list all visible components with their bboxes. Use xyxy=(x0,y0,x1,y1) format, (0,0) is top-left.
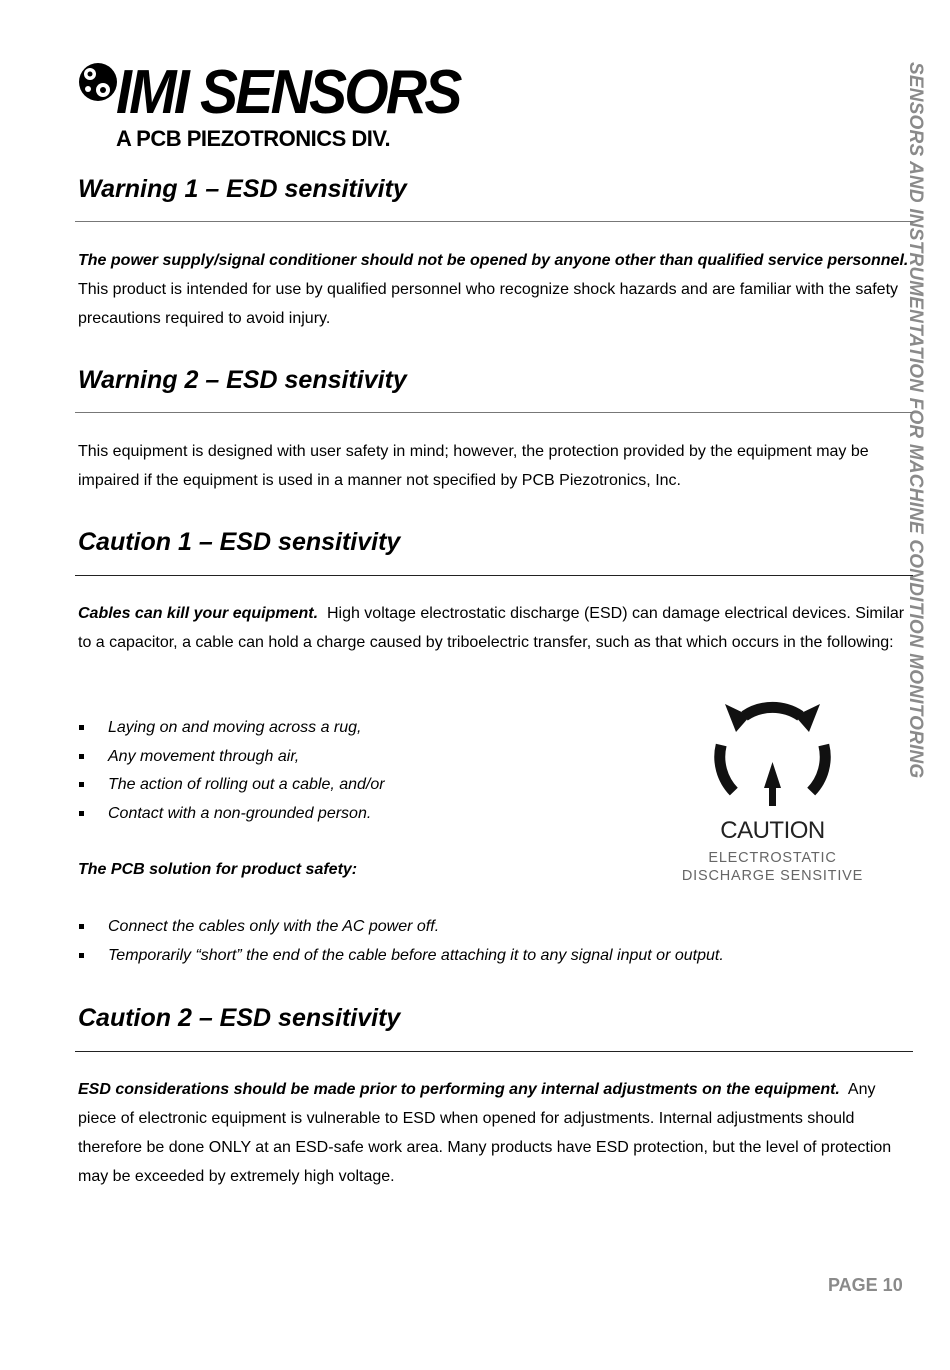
caution1-paragraph xyxy=(78,599,913,657)
warning1-paragraph xyxy=(78,246,913,333)
caution2-lead: ESD considerations should be made prior to performing any internal adjustments on the equipment. xyxy=(78,1081,840,1098)
list-item: Laying on and moving across a rug, xyxy=(78,714,385,743)
brand-name: IMI SENSORS xyxy=(116,58,460,127)
warning1-heading: Warning 1 – ESD sensitivity xyxy=(78,175,407,203)
warning1-body: This product is intended for use by qualified personnel who recognize shock hazards and are familiar with the safety precautions required to avoid injury. xyxy=(78,281,899,327)
caution1-bullet-list xyxy=(78,714,385,828)
caution2-heading: Caution 2 – ESD sensitivity xyxy=(78,1004,401,1032)
caution2-divider xyxy=(75,1051,913,1052)
esd-caption-line2: DISCHARGE SENSITIVE xyxy=(681,868,864,884)
warning2-divider xyxy=(75,412,913,413)
list-item: Any movement through air, xyxy=(78,743,385,772)
esd-caption-line1: ELECTROSTATIC xyxy=(708,850,837,866)
solution-heading: The PCB solution for product safety: xyxy=(78,861,358,878)
side-tagline: SENSORS AND INSTRUMENTATION FOR MACHINE CONDITION MONITORING xyxy=(905,62,926,779)
warning1-divider xyxy=(75,221,913,222)
caution2-body: Any piece of electronic equipment is vulnerable to ESD when opened for adjustments. Internal adjustments should therefore be done ONLY at an ESD-safe work area. Many products have ESD protection, but the level of protection may be exceeded by extremely high voltage. xyxy=(78,1081,892,1185)
warning1-lead: The power supply/signal conditioner should not be opened by anyone other than qualified service personnel. xyxy=(78,252,909,269)
list-item: Contact with a non-grounded person. xyxy=(78,800,385,829)
list-item: The action of rolling out a cable, and/or xyxy=(78,771,385,800)
list-item: Temporarily “short” the end of the cable before attaching it to any signal input or output. xyxy=(78,942,724,971)
warning2-heading: Warning 2 – ESD sensitivity xyxy=(78,366,407,394)
caution2-paragraph xyxy=(78,1075,913,1191)
brand-division: A PCB PIEZOTRONICS DIV. xyxy=(116,126,391,151)
warning2-paragraph: This equipment is designed with user safety in mind; however, the protection provided by the equipment may be impaired if the equipment is used in a manner not specified by PCB Piezotronics, Inc. xyxy=(78,443,869,489)
caution1-body: High voltage electrostatic discharge (ESD) can damage electrical devices. Similar to a capacitor, a cable can hold a charge caused by triboelectric transfer, such as that which occurs in the following: xyxy=(78,605,905,651)
company-logo xyxy=(76,58,466,154)
esd-caution-symbol xyxy=(660,690,885,900)
page-number: PAGE 10 xyxy=(828,1275,903,1295)
esd-caption: CAUTION xyxy=(720,817,825,844)
caution1-divider xyxy=(75,575,913,576)
list-item: Connect the cables only with the AC power off. xyxy=(78,913,724,942)
caution1-lead: Cables can kill your equipment. xyxy=(78,605,319,622)
gear-logo-icon xyxy=(76,60,120,104)
solution-bullet-list xyxy=(78,913,724,970)
esd-hand-icon xyxy=(660,690,885,815)
caution1-heading: Caution 1 – ESD sensitivity xyxy=(78,528,401,556)
